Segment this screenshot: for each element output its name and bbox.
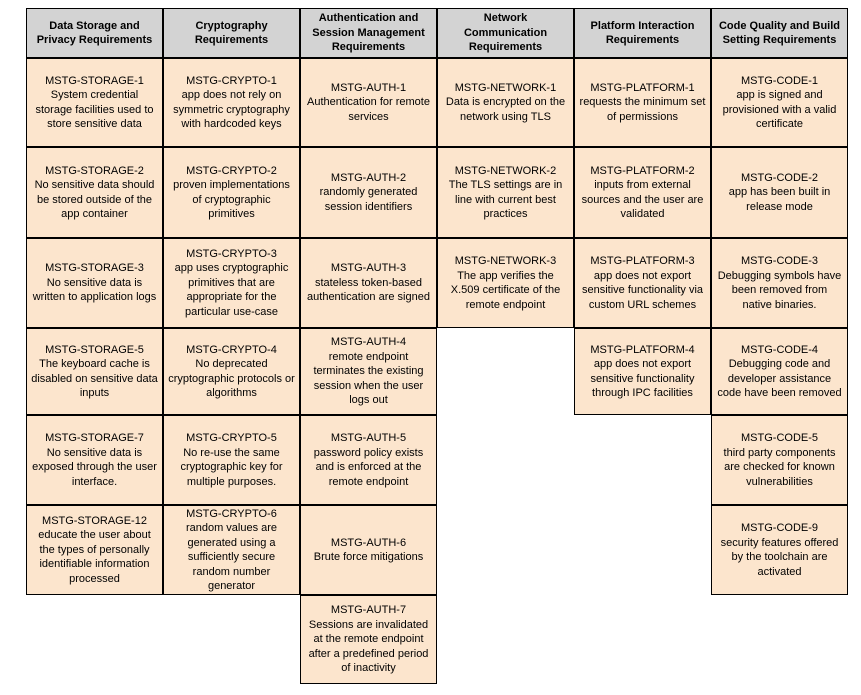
- requirement-text: No sensitive data is exposed through the user interface.: [32, 446, 157, 488]
- requirement-cell: [163, 505, 300, 595]
- requirement-cell: [26, 238, 163, 328]
- requirement-text: app does not export sensitive functionality through IPC facilities: [590, 358, 695, 399]
- column-header: Network Communication Requirements: [437, 8, 574, 58]
- requirement-code: MSTG-AUTH-7: [330, 604, 407, 617]
- requirement-cell: [437, 147, 574, 238]
- requirement-code: MSTG-STORAGE-5: [45, 343, 144, 356]
- requirement-text: app does not rely on symmetric cryptography with hardcoded keys: [173, 89, 290, 130]
- requirement-column: [26, 8, 163, 595]
- requirement-text: proven implementations of cryptographic primitives: [173, 179, 290, 220]
- requirement-code: MSTG-AUTH-6: [330, 536, 407, 549]
- requirement-cell: [26, 505, 163, 595]
- column-header: Cryptography Requirements: [163, 8, 300, 58]
- requirement-code: MSTG-STORAGE-3: [45, 262, 144, 275]
- requirement-text: requests the minimum set of permissions: [579, 96, 706, 123]
- requirement-cell: [163, 58, 300, 147]
- requirement-text: The app verifies the X.509 certificate of the remote endpoint: [450, 269, 561, 311]
- requirement-column: [163, 8, 300, 595]
- requirement-text: No deprecated cryptographic protocols or algorithms: [168, 358, 295, 399]
- requirement-text: password policy exists and is enforced at the remote endpoint: [313, 446, 424, 488]
- requirement-text: No sensitive data should be stored outside of the app container: [34, 179, 155, 220]
- requirement-cell: [574, 58, 711, 147]
- requirement-code: MSTG-CRYPTO-2: [186, 164, 277, 177]
- requirement-code: MSTG-CODE-4: [741, 343, 818, 356]
- requirement-cell: [711, 147, 848, 238]
- column-header: Authentication and Session Management Requirements: [300, 8, 437, 58]
- requirements-board: [26, 8, 848, 684]
- requirement-code: MSTG-PLATFORM-2: [590, 164, 695, 177]
- requirement-column: [437, 8, 574, 328]
- requirement-code: MSTG-AUTH-1: [330, 81, 407, 94]
- requirement-code: MSTG-CODE-5: [741, 432, 818, 444]
- requirement-text: The keyboard cache is disabled on sensitive data inputs: [31, 358, 158, 399]
- requirement-cell: [26, 328, 163, 415]
- requirement-text: third party components are checked for known vulnerabilities: [723, 446, 836, 488]
- requirement-text: app has been built in release mode: [728, 186, 831, 213]
- requirement-code: MSTG-NETWORK-1: [454, 81, 557, 94]
- requirement-code: MSTG-CRYPTO-6: [186, 507, 277, 520]
- requirement-cell: [574, 238, 711, 328]
- requirement-text: No re-use the same cryptographic key for multiple purposes.: [180, 446, 283, 488]
- requirement-code: MSTG-NETWORK-3: [454, 255, 557, 267]
- requirement-text: inputs from external sources and the user are validated: [581, 179, 704, 220]
- requirement-code: MSTG-CRYPTO-5: [186, 432, 277, 444]
- requirement-cell: [163, 238, 300, 328]
- requirement-code: MSTG-AUTH-2: [330, 171, 407, 184]
- requirement-column: [711, 8, 848, 595]
- requirement-cell: [711, 58, 848, 147]
- requirement-text: random values are generated using a sufficiently secure random number generator: [185, 522, 278, 592]
- requirement-cell: [300, 328, 437, 415]
- requirement-cell: [300, 505, 437, 595]
- requirement-cell: [300, 238, 437, 328]
- requirement-column: [574, 8, 711, 415]
- requirement-cell: [711, 415, 848, 505]
- requirement-code: MSTG-STORAGE-1: [45, 74, 144, 87]
- requirement-cell: [437, 58, 574, 147]
- requirement-code: MSTG-STORAGE-7: [45, 432, 144, 444]
- requirement-text: Sessions are invalidated at the remote endpoint after a predefined period of inactivity: [308, 618, 429, 675]
- requirement-code: MSTG-AUTH-5: [330, 432, 407, 444]
- requirement-cell: [300, 415, 437, 505]
- requirement-code: MSTG-AUTH-4: [330, 336, 407, 349]
- requirement-cell: [711, 328, 848, 415]
- requirement-cell: [163, 147, 300, 238]
- requirement-cell: [26, 58, 163, 147]
- column-header: Data Storage and Privacy Requirements: [26, 8, 163, 58]
- requirement-code: MSTG-AUTH-3: [330, 262, 407, 275]
- requirement-code: MSTG-PLATFORM-4: [590, 343, 695, 356]
- requirement-code: MSTG-CRYPTO-3: [186, 247, 277, 260]
- requirement-cell: [300, 58, 437, 147]
- requirement-code: MSTG-CRYPTO-4: [186, 343, 277, 356]
- requirement-code: MSTG-STORAGE-12: [42, 514, 147, 527]
- requirement-text: No sensitive data is written to application logs: [32, 276, 157, 304]
- requirement-cell: [300, 595, 437, 684]
- requirement-text: The TLS settings are in line with current best practices: [448, 179, 563, 220]
- requirement-text: security features offered by the toolchain are activated: [720, 536, 839, 578]
- requirement-text: Debugging code and developer assistance code have been removed: [717, 358, 842, 399]
- requirement-text: educate the user about the types of personally identifiable information processed: [38, 529, 151, 585]
- requirement-text: Debugging symbols have been removed from native binaries.: [717, 269, 842, 311]
- requirement-text: app is signed and provisioned with a valid certificate: [722, 89, 837, 130]
- requirement-code: MSTG-STORAGE-2: [45, 164, 144, 177]
- requirement-code: MSTG-PLATFORM-3: [590, 255, 695, 267]
- requirement-cell: [300, 147, 437, 238]
- requirement-code: MSTG-CODE-1: [741, 74, 818, 87]
- requirement-cell: [163, 328, 300, 415]
- requirement-text: System credential storage facilities used to store sensitive data: [35, 89, 154, 130]
- requirement-text: Brute force mitigations: [313, 551, 424, 563]
- requirement-cell: [574, 328, 711, 415]
- requirement-column: [300, 8, 437, 684]
- requirement-text: remote endpoint terminates the existing session when the user logs out: [313, 350, 424, 407]
- requirement-text: Data is encrypted on the network using TLS: [445, 96, 566, 123]
- requirement-code: MSTG-PLATFORM-1: [590, 81, 695, 94]
- requirement-code: MSTG-CODE-2: [741, 171, 818, 184]
- requirement-cell: [711, 238, 848, 328]
- requirement-text: app does not export sensitive functionality via custom URL schemes: [581, 269, 704, 311]
- requirement-cell: [437, 238, 574, 328]
- column-header: Platform Interaction Requirements: [574, 8, 711, 58]
- requirement-cell: [574, 147, 711, 238]
- requirement-text: stateless token-based authentication are signed: [307, 276, 430, 304]
- requirement-code: MSTG-CRYPTO-1: [186, 74, 277, 87]
- requirement-cell: [26, 147, 163, 238]
- requirement-text: randomly generated session identifiers: [319, 186, 418, 213]
- requirement-code: MSTG-CODE-3: [741, 255, 818, 267]
- requirement-code: MSTG-CODE-9: [741, 522, 818, 534]
- requirement-text: Authentication for remote services: [307, 96, 430, 123]
- requirement-text: app uses cryptographic primitives that are appropriate for the particular use-case: [174, 262, 289, 318]
- requirement-cell: [26, 415, 163, 505]
- requirement-cell: [711, 505, 848, 595]
- column-header: Code Quality and Build Setting Requirements: [711, 8, 848, 58]
- requirement-cell: [163, 415, 300, 505]
- requirement-code: MSTG-NETWORK-2: [454, 164, 557, 177]
